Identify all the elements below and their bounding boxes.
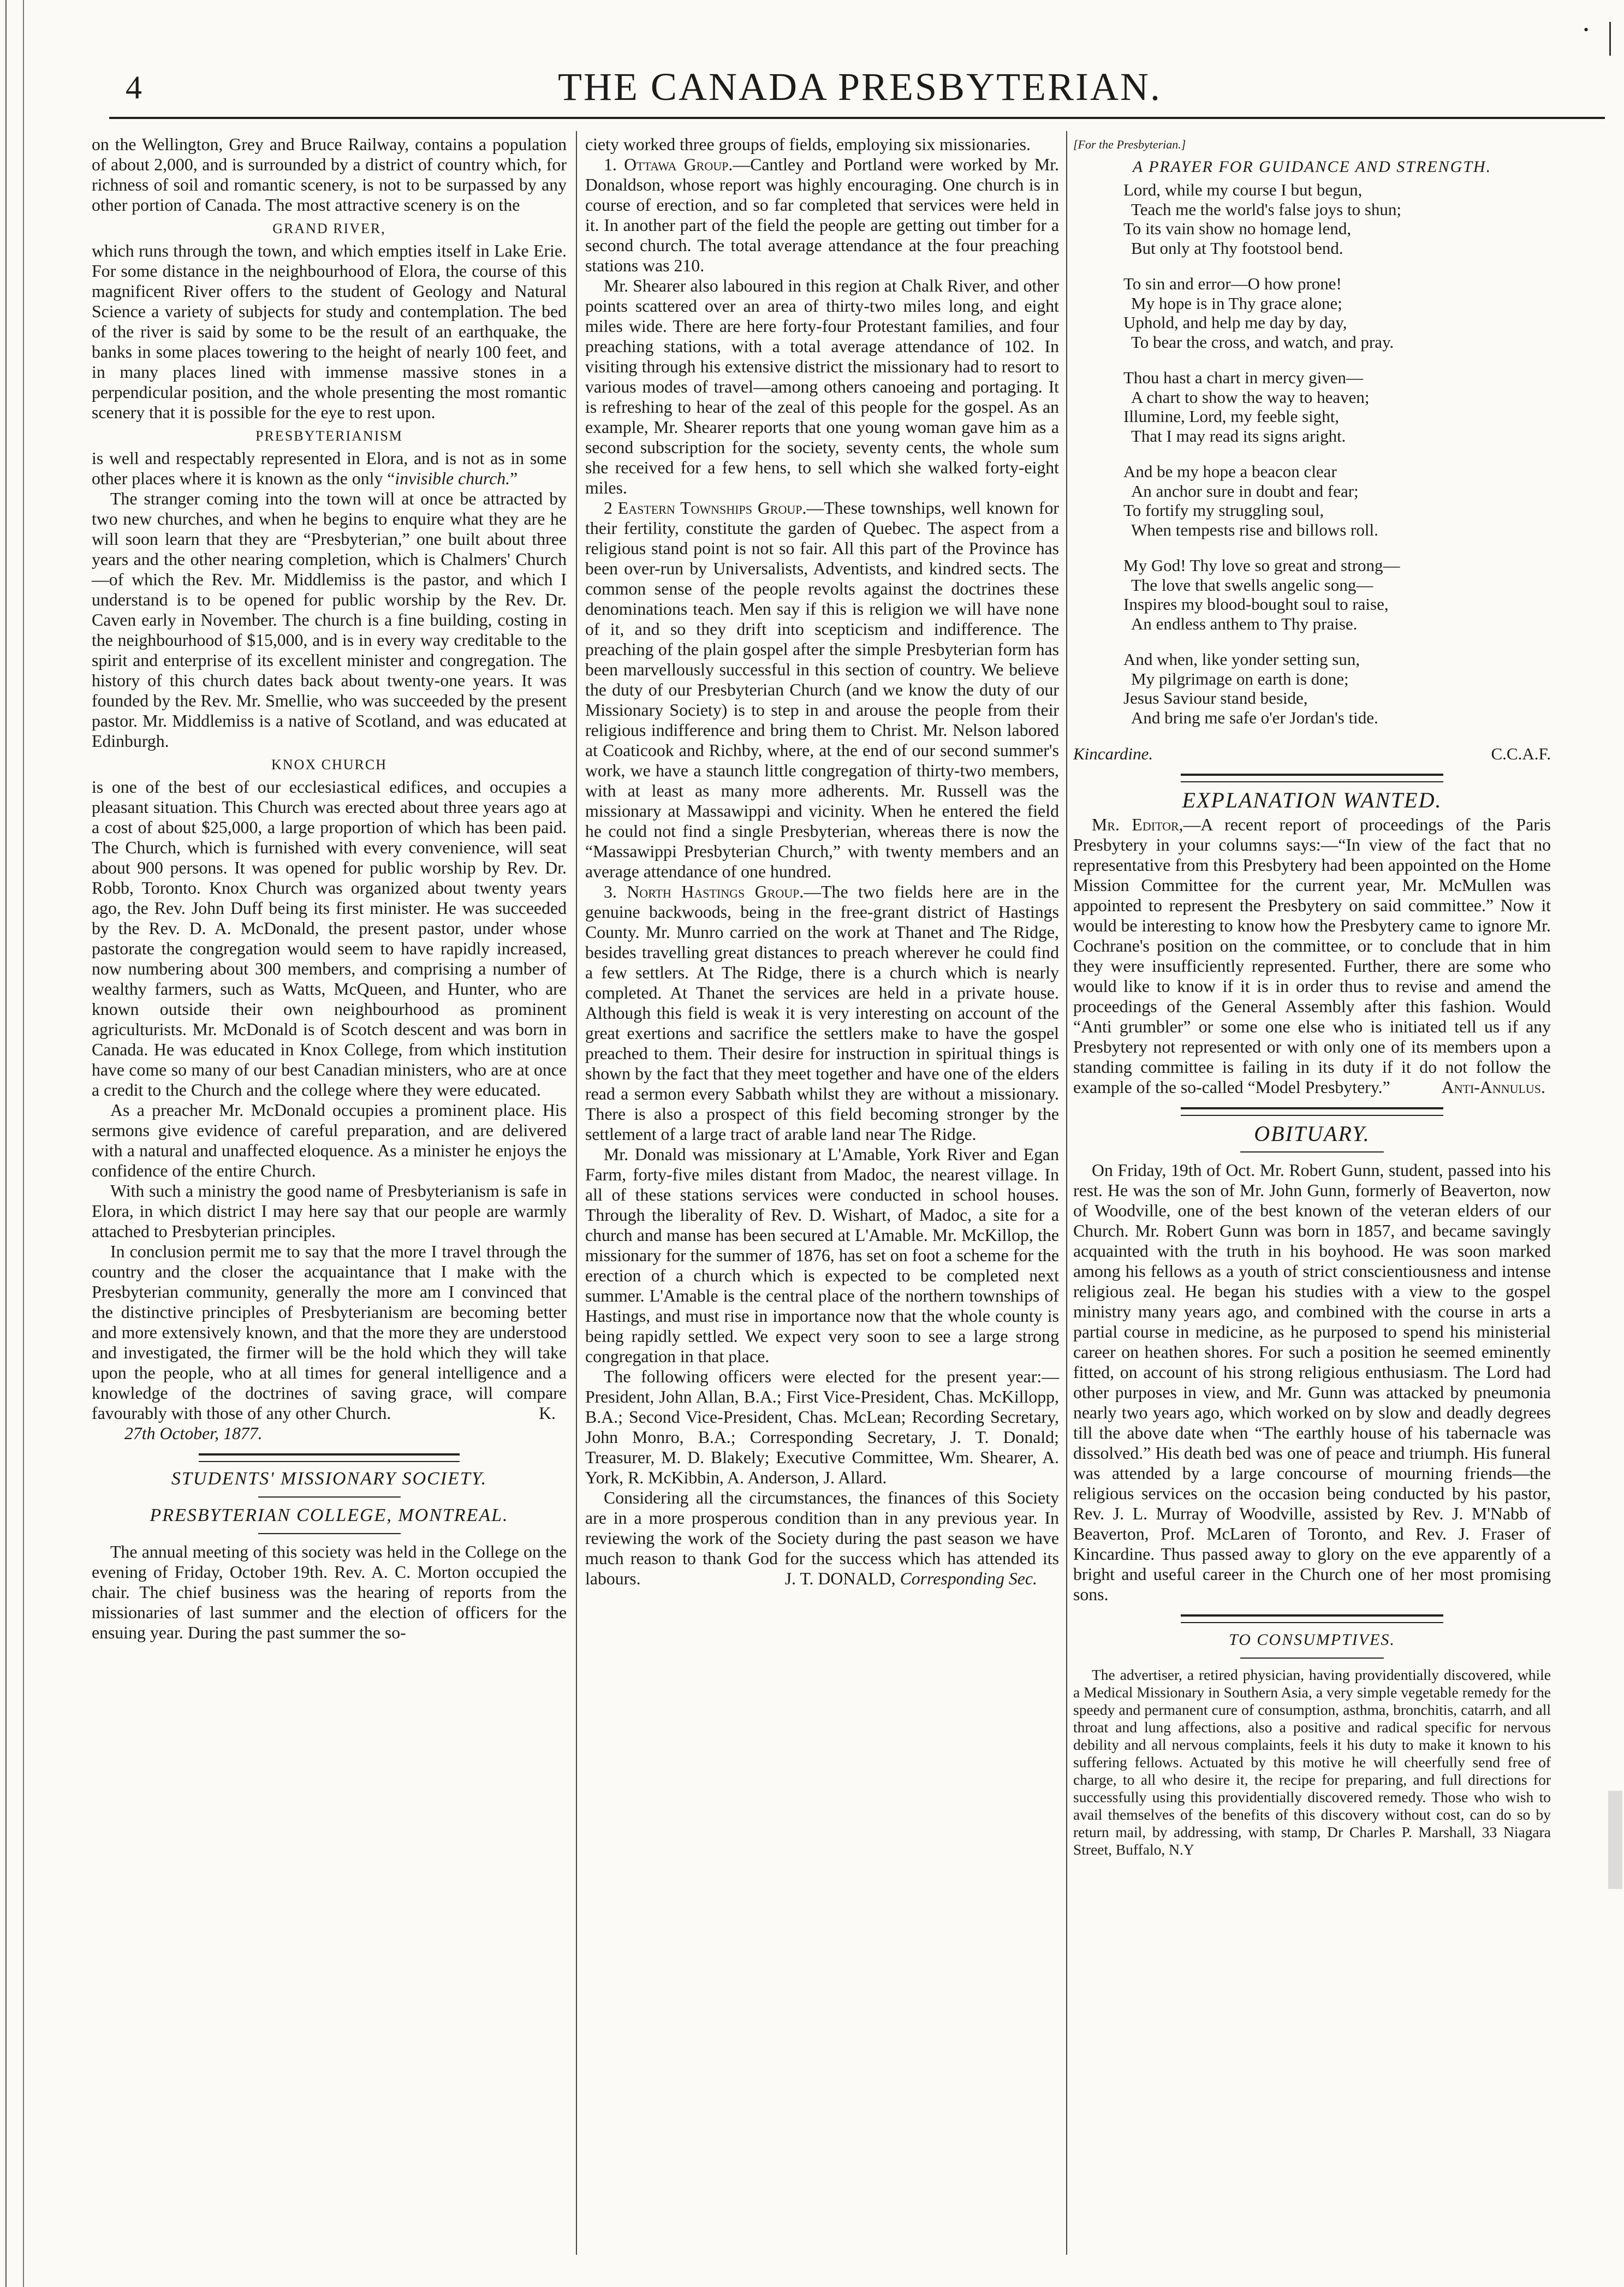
edge-stain (1608, 1791, 1622, 1889)
poem-line: My pilgrimage on earth is done; (1131, 669, 1349, 688)
poem-line: And bring me safe o'er Jordan's tide. (1131, 708, 1378, 727)
signature: Anti-Annulus. (1441, 1078, 1545, 1097)
text-run: is well and respectably represented in Elora, and is not as in some other places where it is known as the only “ (92, 449, 567, 488)
corner-mark: • (1584, 22, 1589, 38)
poem-line: Lord, while my course I but begun, (1123, 180, 1363, 199)
poem-stanza (1123, 274, 1551, 352)
section-rule (1181, 774, 1443, 782)
article-paragraph: As a preacher Mr. McDonald occupies a prominent place. His sermons give evidence of careful preparation, and are delivered with a natural and unaffected eloquence. As a minister he enjoys the confidence of the entire Church. (92, 1101, 567, 1180)
heading-rule (258, 1533, 401, 1534)
text-run: —The two fields here are in the genuine backwoods, being in the free-grant district of Hastings County. Mr. Munro carried on the work at Thanet and The Ridge, besides travelling great distances to preach wherever he could find a few settlers. At The Ridge, there is a church which is nearly completed. At Thanet the services are held in a private house. Although this field is weak it is very interesting on account of the great exertions and sacrifice the settlers make to have the gospel preached to them. Their desire for instruction in spiritual things is shown by the fact that they meet together and have one of the elders read a sermon every Sabbath whilst they are without a missionary. There is also a prospect of this field becoming stronger by the settlement of a large tract of arable land near The Ridge. (585, 882, 1059, 1144)
letter-paragraph (1073, 815, 1551, 1097)
poem-signature (1073, 744, 1551, 764)
article-paragraph: which runs through the town, and which empties itself in Lake Erie. For some distance in the neighbourhood of Elora, the course of this magnificent River offers to the student of Geology and Natural Science a variety of subjects for study and contemplation. The bed of the river is said by some to be the result of an earthquake, the banks in some places towering to the height of nearly 100 feet, and in many places lined with immense massive stones in a perpendicular position, and the whole presenting the most romantic scenery that it is possible for the eye to rest upon. (92, 241, 567, 422)
text-run: —These townships, well known for their fertility, constitute the garden of Quebec. The aspect from a religious stand point is not so fair. All this part of the Province has been over-run by Universalists, Adventists, and kindred sects. The common sense of the people revolts against the doctrines these denominations teach. Men say if this is religion we will have none of it, and so they drift into scepticism and indifference. The preaching of the plain gospel after the simple Presbyterian form has been marvellously successful in this section of country. We believe the duty of our Presbyterian Church (and we know the duty of our Missionary Society) is to step in and arouse the people from their religious indifference and bring them to Christ. Mr. Nelson labored at Coaticook and Richby, where, at the end of our second summer's work, we have a staunch little congregation of thirty-two members, with at least as many more adherents. Mr. Russell was the missionary at Massawippi and vicinity. When he entered the field he could not find a single Presbyterian, whereas there is now the “Massawippi Presbyterian Church,” with twenty members and an average attendance of one hundred. (585, 498, 1059, 881)
column-divider (1066, 131, 1067, 2255)
article-heading: OBITUARY. (1254, 1121, 1370, 1146)
article-paragraph: on the Wellington, Grey and Bruce Railway, contains a population of about 2,000, and is surrounded by a district of country which, for richness of soil and romantic scenery, is not to be surpassed by any other portion of Canada. The most attractive scenery is on the (92, 135, 567, 215)
article-heading: EXPLANATION WANTED. (1182, 788, 1442, 812)
poem (1073, 180, 1551, 727)
group-label: 2 Eastern Townships Group. (604, 498, 807, 518)
heading-rule (1240, 1151, 1384, 1153)
heading-rule (258, 1496, 401, 1498)
poem-line: Uphold, and help me day by day, (1123, 313, 1347, 332)
poem-line: Inspires my blood-bought soul to raise, (1123, 595, 1389, 614)
salutation: Mr. Editor, (1092, 815, 1183, 834)
poem-source: [For the Presbyterian.] (1073, 138, 1186, 151)
poem-title: A PRAYER FOR GUIDANCE AND STRENGTH. (1132, 158, 1492, 176)
poem-line: When tempests rise and billows roll. (1131, 520, 1378, 539)
poem-line: To bear the cross, and watch, and pray. (1131, 332, 1394, 352)
group-label: 3. North Hastings Group. (604, 882, 804, 901)
poem-stanza (1123, 650, 1551, 727)
dateline: 27th October, 1877. (124, 1424, 263, 1443)
poem-line: But only at Thy footstool bend. (1131, 238, 1343, 258)
column-divider (576, 131, 577, 2255)
italic-text: invisible church. (395, 469, 510, 488)
article-paragraph: The following officers were elected for the present year:—President, John Allan, B.A.; First Vice-President, Chas. McKillopp, B.A.; Second Vice-President, Chas. McLean; Recording Secretary, John Monro, B.A.; Corresponding Secretary, J. T. Donald; Treasurer, M. D. Blakely; Executive Committee, Wm. Shearer, A. York, R. McKibbin, A. Anderson, J. Allard. (585, 1367, 1059, 1487)
corner-bracket (1609, 22, 1611, 56)
poem-line: That I may read its signs aright. (1131, 426, 1346, 445)
article-paragraph: Mr. Donald was missionary at L'Amable, York River and Egan Farm, forty-five miles distant from Madoc, the nearest village. In all of these stations services were conducted in school houses. Through the liberality of Rev. D. Wishart, of Madoc, a site for a church and manse has been secured at L'Amable. Mr. McKillop, the missionary for the summer of 1876, has set on foot a scheme for the erection of a church which is expected to be completed next summer. L'Amable is the central place of the northern townships of Hastings, and must rise in importance now that the whole county is being rapidly settled. We expect very soon to see a large strong congregation in that place. (585, 1145, 1059, 1366)
poem-line: And be my hope a beacon clear (1123, 462, 1337, 481)
text-run: ” (510, 469, 518, 488)
column-1 (92, 134, 567, 1643)
poem-stanza (1123, 180, 1551, 258)
poem-line: To its vain show no homage lend, (1123, 219, 1352, 238)
poem-line: An anchor sure in doubt and fear; (1131, 481, 1359, 501)
article-paragraph (92, 448, 567, 489)
poem-initials: C.C.A.F. (1491, 744, 1551, 763)
poem-line: To sin and error—O how prone! (1123, 274, 1342, 293)
advertisement-heading: TO CONSUMPTIVES. (1229, 1631, 1395, 1649)
article-heading: STUDENTS' MISSIONARY SOCIETY. (171, 1469, 487, 1489)
column-3 (1073, 134, 1551, 1858)
newspaper-title: THE CANADA PRESBYTERIAN. (557, 65, 1162, 109)
poem-line: Teach me the world's false joys to shun; (1131, 199, 1402, 219)
group-label: 1. Ottawa Group. (604, 155, 733, 174)
article-paragraph: is one of the best of our ecclesiastical edifices, and occupies a pleasant situation. This Church was erected about three years ago at a cost of about $25,000, a large proportion of which has been paid. The Church, which is furnished with every convenience, will seat about 900 persons. It was opened for public worship by Rev. Dr. Robb, Toronto. Knox Church was organized about twenty years ago, the Rev. John Duff being its first minister. He was succeeded by the Rev. D. A. McDonald, the present pastor, under whose pastorate the congregation would seem to have rapidly increased, now numbering about 300 members, and comprising a number of wealthy farmers, such as Watts, McQueen, and Hunter, who are known outside their own neighbourhood as prominent agriculturists. Mr. McDonald is of Scotch descent and was born in Canada. He was educated in Knox College, from which institution have come so many of our best Canadian ministers, who are at once a credit to the Church and the college where they were educated. (92, 777, 567, 1100)
poem-stanza (1123, 556, 1551, 633)
article-paragraph: ciety worked three groups of fields, employing six missionaries. (585, 135, 1031, 154)
masthead-rule (109, 117, 1605, 119)
page-number: 4 (126, 69, 142, 105)
section-rule (1181, 1614, 1443, 1623)
poem-line: The love that swells angelic song— (1131, 575, 1373, 595)
section-rule (199, 1453, 460, 1462)
poem-line: Jesus Saviour stand beside, (1123, 688, 1308, 708)
article-paragraph (92, 1241, 567, 1423)
article-paragraph: The stranger coming into the town will at once be attracted by two new churches, and when he begins to enquire what they are he will soon learn that they are “Presbyterian,” one built about three years and the other nearing completion, which is Chalmers' Church—of which the Rev. Mr. Middlemiss is the pastor, and which I understand is to be opened for public worship by the Rev. Dr. Caven early in November. The church is a fine building, costing in the neighbourhood of $15,000, and is in every way creditable to the spirit and enterprise of its excellent minister and congregation. The history of this church dates back about twenty-one years. It was founded by the Rev. Mr. Smellie, who was succeeded by the present pastor. Mr. Middlemiss is a native of Scotland, and was educated at Edinburgh. (92, 489, 567, 751)
poem-stanza (1123, 368, 1551, 445)
section-subhead: PRESBYTERIANISM (255, 428, 403, 444)
article-paragraph: The annual meeting of this society was held in the College on the evening of Friday, October 19th. Rev. A. C. Morton occupied the chair. The chief business was the hearing of reports from the missionaries of last summer and the election of officers for the ensuing year. During the past summer the so- (92, 1542, 567, 1642)
heading-rule (1240, 1658, 1384, 1659)
signature (766, 1569, 1059, 1589)
article-paragraph (585, 155, 1059, 276)
article-paragraph: Mr. Shearer also laboured in this region at Chalk River, and other points scattered over an area of thirty-two miles long, and eight miles wide. There are here forty-four Protestant families, and four preaching stations, with a total average attendance of 102. In visiting through his extensive district the missionary had to resort to various modes of travel—among others canoeing and portaging. It is refreshing to hear of the zeal of this people for the gospel. As an example, Mr. Shearer reports that one young woman gave him as a second subscription for the society, seventy cents, the whole sum she received for a few hens, to sell which she walked forty-eight miles. (585, 276, 1059, 497)
poem-line: And when, like yonder setting sun, (1123, 650, 1360, 669)
poem-line: My hope is in Thy grace alone; (1131, 293, 1342, 313)
poem-stanza (1123, 462, 1551, 539)
obituary-paragraph: On Friday, 19th of Oct. Mr. Robert Gunn, student, passed into his rest. He was the son of Mr. John Gunn, formerly of Beaverton, now of Woodville, one of the best known of the veteran elders of our Church. Mr. Robert Gunn was born in 1857, and became savingly acquainted with the truth in his boyhood. He was soon marked among his fellows as a youth of strict conscientiousness and intense religious zeal. He began his studies with a view to the gospel ministry many years ago, and combined with the course in arts a partial course in medicine, as he purposed to spend his ministerial career on heathen shores. For such a position he seemed eminently fitted, on account of his strong religious enthusiasm. The Lord had other purposes in view, and Mr. Gunn was attacked by pneumonia nearly two years ago, which worked on by slow and deadly degrees till the above date when “The earthly house of his tabernacle was dissolved.” His death bed was one of peace and triumph. His funeral was attended by a large concourse of mourning friends—the religious services on the occasion being conducted by his pastor, Rev. J. L. Murray of Woodville, assisted by Rev. J. M'Nabb of Beaverton, Prof. McLaren of Toronto, and Rev. J. Fraser of Kincardine. Thus passed away to glory on the eve apparently of a bright and useful career in the Church one of her most promising sons. (1073, 1161, 1551, 1604)
article-heading: PRESBYTERIAN COLLEGE, MONTREAL. (150, 1505, 509, 1525)
poem-line: A chart to show the way to heaven; (1131, 387, 1370, 407)
text-run: In conclusion permit me to say that the more I travel through the country and the closer the acquaintance that I make with the Presbyterian community, generally the more am I convinced that the distinctive principles of Presbyterianism are becoming better and more extensively known, and that the more they are understood and investigated, the firmer will be the hold which they will take upon the people, who at all times for general intelligence and a knowledge of the doctrines of saving grace, will compare favourably with those of any other Church. (92, 1242, 567, 1423)
article-paragraph (585, 882, 1059, 1144)
section-rule (1181, 1107, 1443, 1116)
article-paragraph: With such a ministry the good name of Presbyterianism is safe in Elora, in which district I may here say that our people are warmly attached to Presbyterian principles. (92, 1181, 567, 1241)
section-subhead: GRAND RIVER, (272, 221, 386, 236)
poem-line: Illumine, Lord, my feeble sight, (1123, 407, 1340, 426)
masthead (109, 64, 1610, 114)
poem-line: An endless anthem to Thy praise. (1131, 614, 1358, 633)
signature: K. (539, 1404, 556, 1423)
poem-place: Kincardine. (1073, 744, 1153, 763)
article-paragraph (585, 1488, 1059, 1589)
signature-title: Corresponding Sec. (900, 1569, 1037, 1588)
poem-line: My God! Thy love so great and strong— (1123, 556, 1400, 575)
text-run: —Cantley and Portland were worked by Mr. Donaldson, whose report was highly encouraging. One church is in course of erection, and so far completed that services were held in it. In another part of the field the people are getting out timber for a second church. The total average attendance at the four preaching stations was 210. (585, 155, 1059, 275)
poem-line: Thou hast a chart in mercy given— (1123, 368, 1364, 387)
text-run: Considering all the circumstances, the finances of this Society are in a more prosperous condition than in any previous year. In reviewing the work of the Society during the past season we have much reason to thank God for the success which has attended its labours. (585, 1488, 1059, 1588)
section-subhead: KNOX CHURCH (271, 757, 387, 773)
column-2 (585, 134, 1059, 1589)
advertisement-text: The advertiser, a retired physician, having providentially discovered, while a Medical Missionary in Southern Asia, a very simple vegetable remedy for the speedy and permanent cure of consumption, asthma, bronchitis, catarrh, and all throat and lung affections, also a positive and radical specific for nervous debility and all nervous complaints, feels it his duty to make it known to his suffering fellows. Actuated by this motive he will cheerfully send free of charge, to all who desire it, the recipe for preparing, and full directions for successfully using this providentially discovered remedy. Those who wish to avail themselves of the benefits of this discovery without cost, can do so by return mail, by addressing, with stamp, Dr Charles P. Marshall, 33 Niagara Street, Buffalo, N.Y (1073, 1666, 1551, 1858)
signature-name: J. T. DONALD, (784, 1569, 896, 1588)
poem-line: To fortify my struggling soul, (1123, 501, 1324, 520)
text-run: —A recent report of proceedings of the Paris Presbytery in your columns says:—“In view of the fact that no representative from this Presbytery had been appointed on the Home Mission Committee for the current year, Mr. McMullen was appointed to represent the Presbytery on said committee.” Now it would be interesting to know how the Presbytery came to ignore Mr. Cochrane's position on the committee, or to conclude that in him they were insufficiently represented. Further, there are some who would like to know if it is in order thus to revise and amend the proceedings of the General Assembly after this fashion. Would “Anti grumbler” or some one else who is initiated tell us if any Presbytery not represented or with only one of its members upon a standing committee is failing in its duty if it do not follow the example of the so-called “Model Presbytery.” (1073, 815, 1551, 1097)
binding-edge (5, 0, 24, 2287)
article-paragraph (585, 498, 1059, 882)
